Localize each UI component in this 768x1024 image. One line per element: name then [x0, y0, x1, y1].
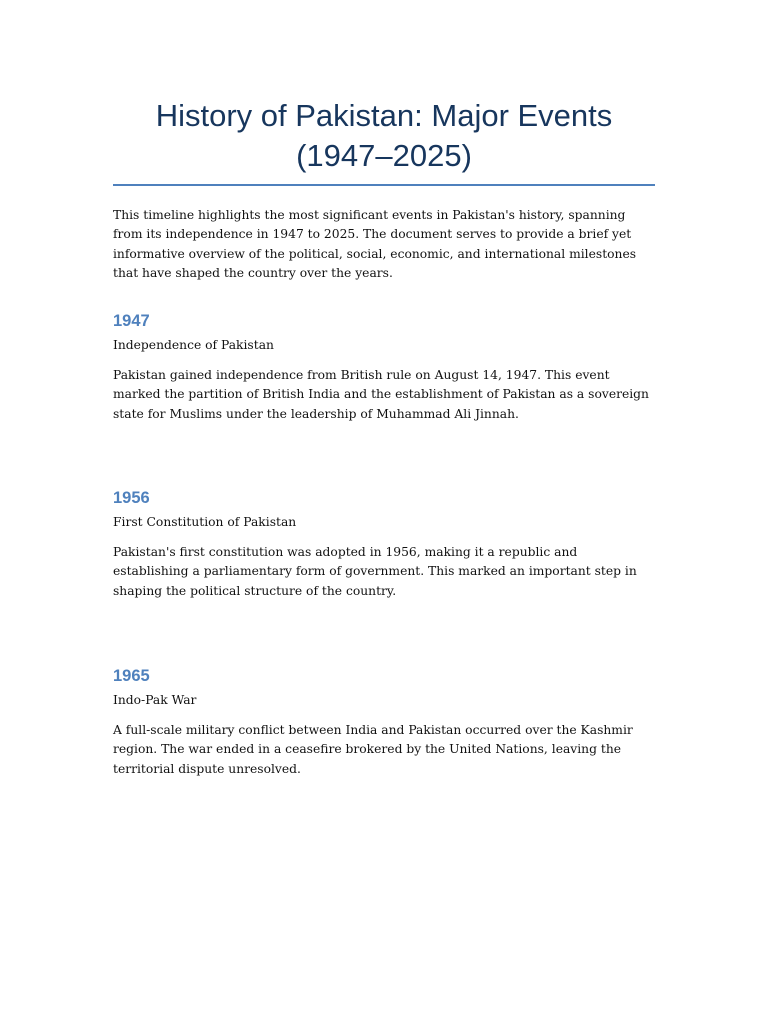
event-description: Pakistan gained independence from British rule on August 14, 1947. This event marked the partition of British India and the establishment of Pakistan as a sovereign state for Muslims under the leadership of Muhammad Ali Jinnah. — [113, 368, 649, 421]
event-year-heading: 1956 — [113, 489, 150, 507]
event-year-heading: 1965 — [113, 667, 150, 685]
event-section — [113, 665, 655, 779]
document-title: History of Pakistan: Major Events (1947–2025) — [113, 96, 655, 186]
event-title: Independence of Pakistan — [113, 338, 274, 352]
document-header — [113, 96, 655, 283]
event-description: Pakistan's first constitution was adopted in 1956, making it a republic and establishing a parliamentary form of government. This marked an important step in shaping the political structure of the country. — [113, 545, 637, 598]
event-title: First Constitution of Pakistan — [113, 515, 297, 529]
event-year-heading: 1947 — [113, 312, 150, 330]
event-section — [113, 310, 655, 424]
event-title: Indo-Pak War — [113, 693, 197, 707]
event-section — [113, 487, 655, 601]
intro-paragraph: This timeline highlights the most significant events in Pakistan's history, spanning from its independence in 1947 to 2025. The document serves to provide a brief yet informative overview of the political, social, economic, and international milestones that have shaped the country over the years. — [113, 208, 637, 280]
event-description: A full-scale military conflict between India and Pakistan occurred over the Kashmir region. The war ended in a ceasefire brokered by the United Nations, leaving the territorial dispute unresolved. — [113, 723, 633, 776]
